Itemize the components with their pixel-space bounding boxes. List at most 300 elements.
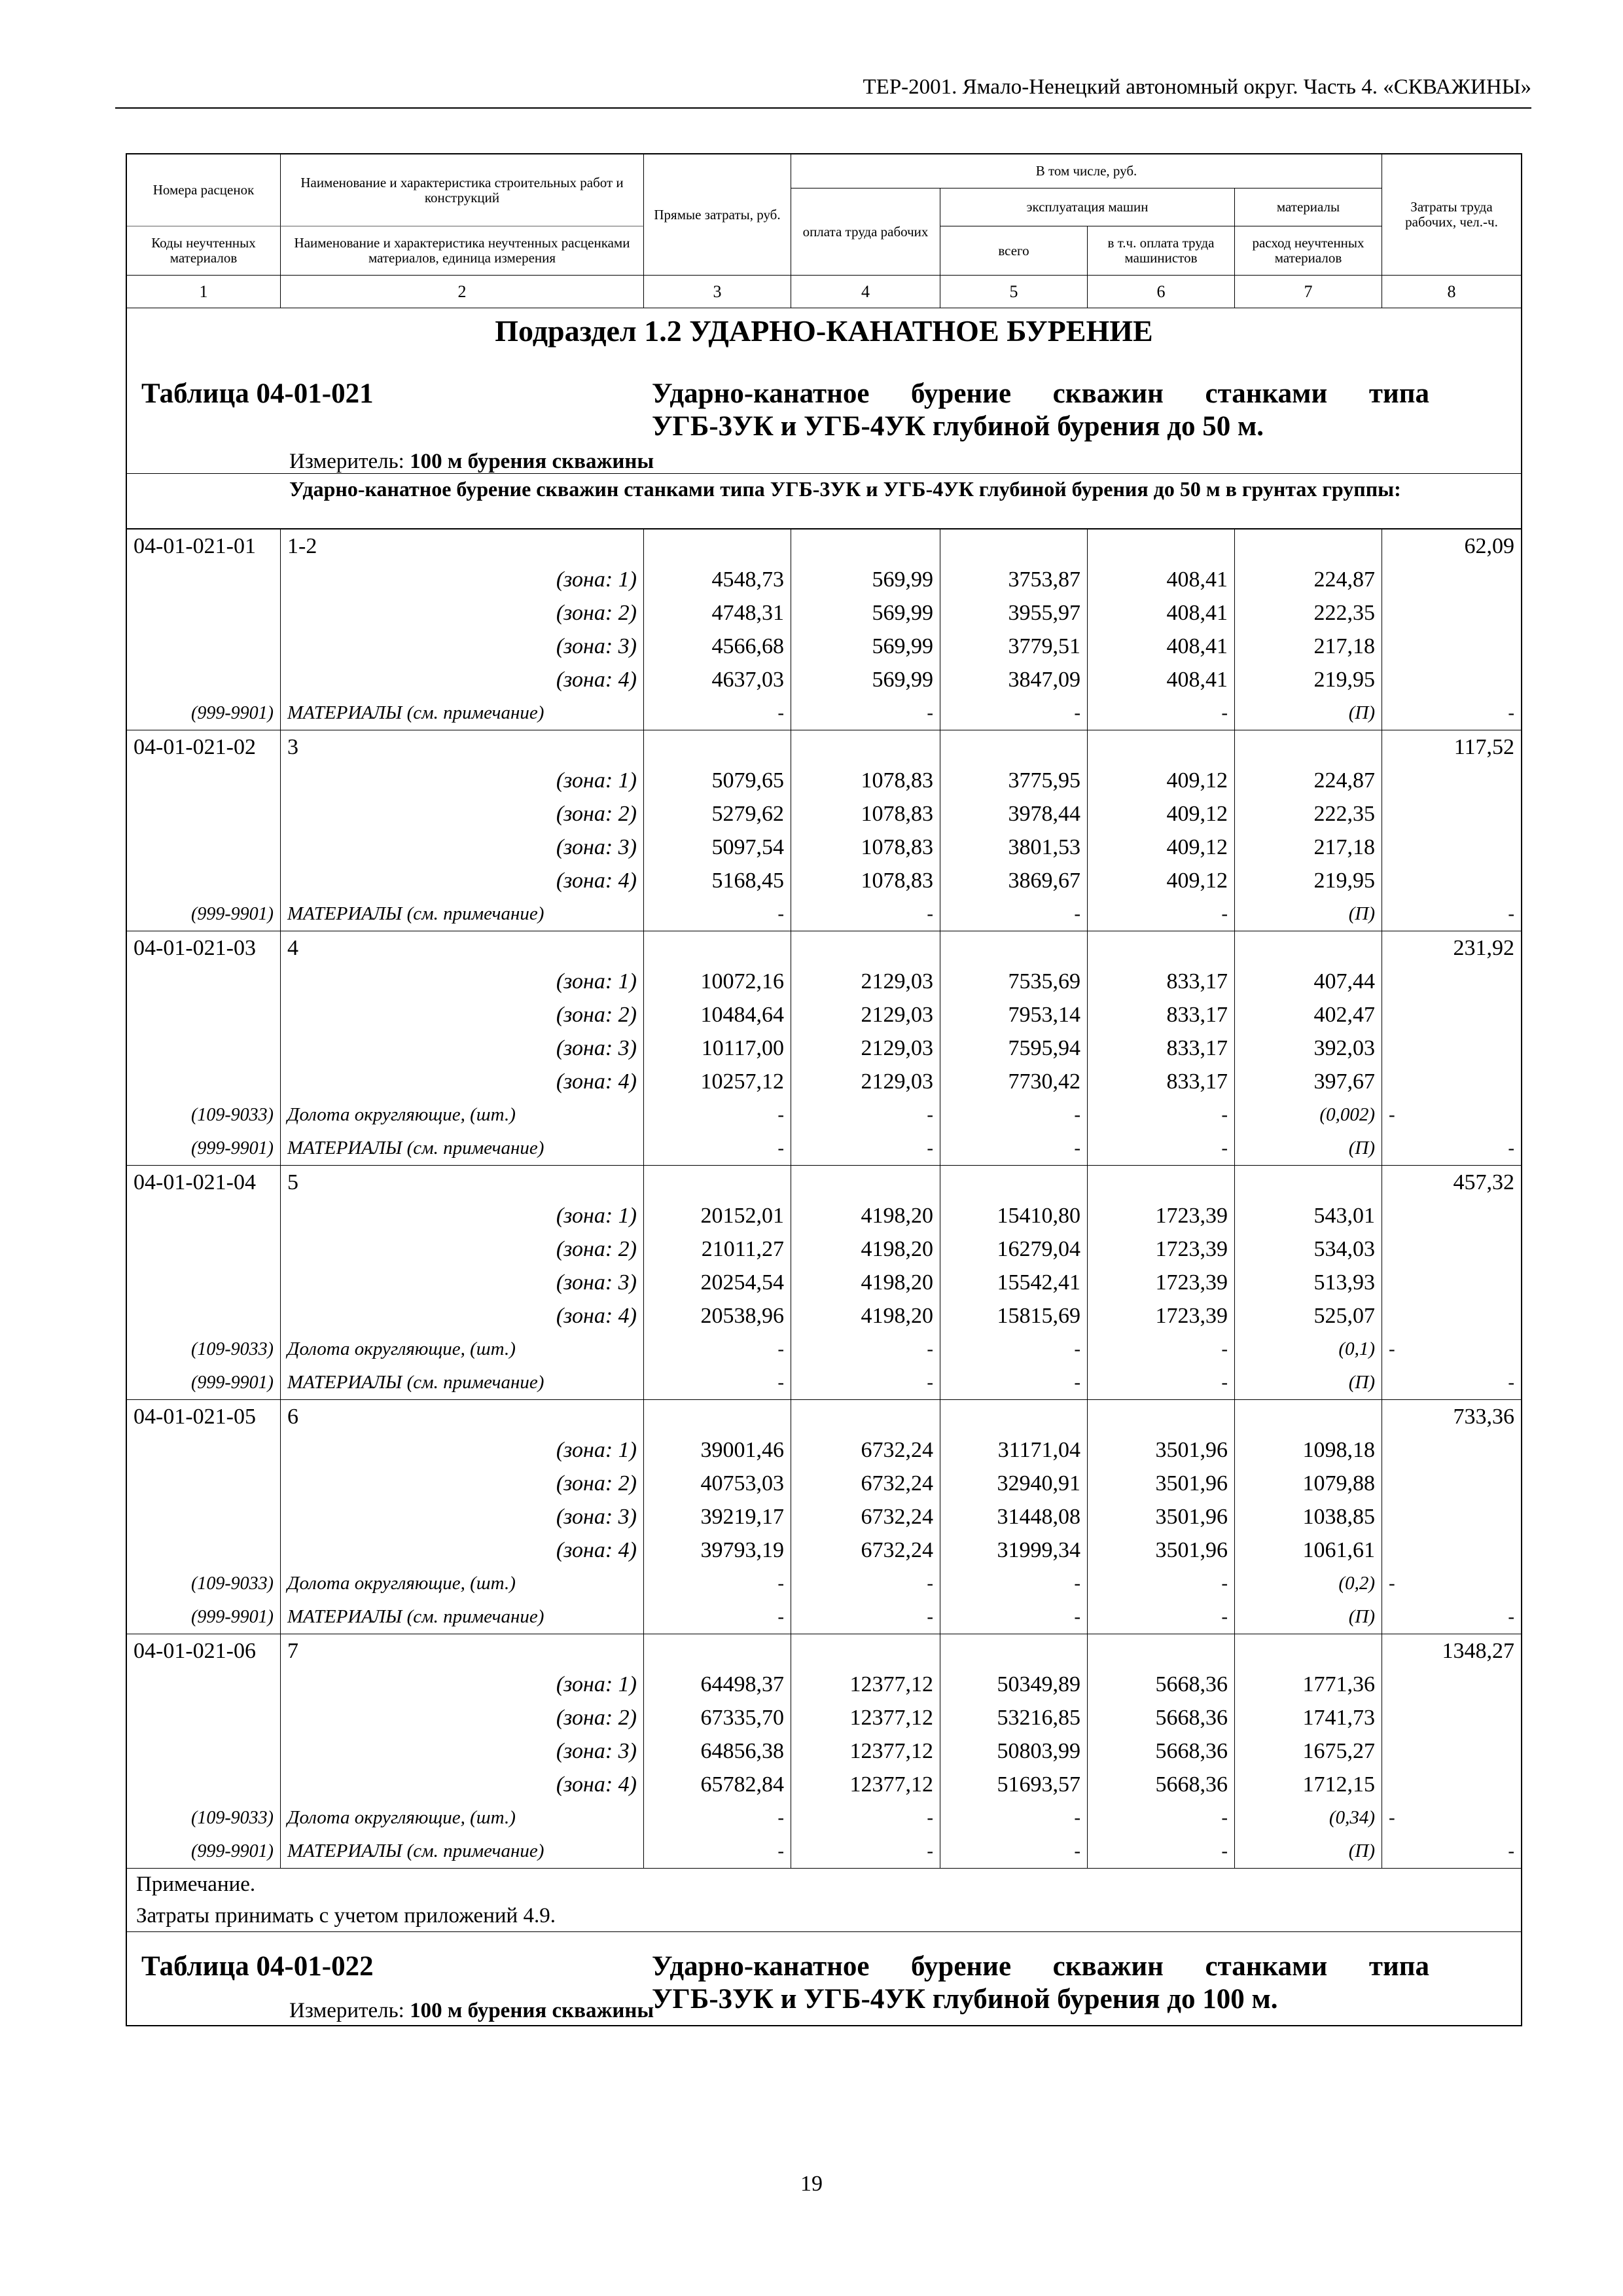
zone-value: 12377,12 bbox=[791, 1768, 940, 1801]
zone-value: 20152,01 bbox=[644, 1199, 791, 1232]
zone-value: 6732,24 bbox=[791, 1534, 940, 1567]
table-cell bbox=[127, 764, 281, 797]
zone-value: 1741,73 bbox=[1235, 1701, 1382, 1734]
zone-row bbox=[127, 630, 1521, 663]
zone-value: 6732,24 bbox=[791, 1467, 940, 1500]
table-cell bbox=[1382, 1266, 1521, 1299]
material-value: - bbox=[1088, 1366, 1235, 1399]
material-name: Долота округляющие, (шт.) bbox=[281, 1098, 644, 1132]
soil-group: 7 bbox=[281, 1634, 644, 1668]
table-cell bbox=[1235, 931, 1382, 965]
zone-row bbox=[127, 1065, 1521, 1098]
material-value: - bbox=[940, 696, 1088, 730]
material-labor: - bbox=[1508, 903, 1514, 924]
zone-value: 1712,15 bbox=[1235, 1768, 1382, 1801]
zone-value: 543,01 bbox=[1235, 1199, 1382, 1232]
zone-value: 20538,96 bbox=[644, 1299, 791, 1333]
table-description-line: Ударно-канатное бурение скважин станками типа bbox=[652, 1951, 1429, 1982]
table-title-021 bbox=[127, 354, 1521, 450]
zone-value: 5668,36 bbox=[1088, 1668, 1235, 1701]
zone-value: 39793,19 bbox=[644, 1534, 791, 1567]
zone-value: 2129,03 bbox=[791, 998, 940, 1031]
material-code: (999-9901) bbox=[127, 1835, 281, 1868]
zone-label: (зона: 3) bbox=[281, 1031, 644, 1065]
zone-value: 4198,20 bbox=[791, 1299, 940, 1333]
table-description-line: УГБ-3УК и УГБ-4УК глубиной бурения до 100 м. bbox=[652, 1984, 1278, 2015]
zone-value: 1675,27 bbox=[1235, 1734, 1382, 1768]
zone-value: 51693,57 bbox=[940, 1768, 1088, 1801]
material-consumption: (П) bbox=[1235, 897, 1382, 931]
zone-value: 3501,96 bbox=[1088, 1500, 1235, 1534]
material-row bbox=[127, 897, 1521, 931]
col-number: 5 bbox=[940, 276, 1088, 308]
table-cell bbox=[1235, 529, 1382, 563]
table-cell bbox=[791, 931, 940, 965]
table-cell bbox=[1235, 1166, 1382, 1199]
zone-row bbox=[127, 965, 1521, 998]
zone-row bbox=[127, 1433, 1521, 1467]
material-value: - bbox=[1088, 1132, 1235, 1165]
zone-value: 408,41 bbox=[1088, 563, 1235, 596]
material-consumption: (0,2) bbox=[1235, 1567, 1382, 1600]
material-consumption: (П) bbox=[1235, 696, 1382, 730]
zone-value: 6732,24 bbox=[791, 1500, 940, 1534]
zone-value: 569,99 bbox=[791, 596, 940, 630]
measure-value: 100 м бурения скважины bbox=[410, 450, 654, 473]
rate-row bbox=[127, 730, 1521, 764]
zone-value: 4198,20 bbox=[791, 1199, 940, 1232]
zone-value: 408,41 bbox=[1088, 630, 1235, 663]
material-row bbox=[127, 1567, 1521, 1600]
zone-row bbox=[127, 1266, 1521, 1299]
soil-group: 6 bbox=[281, 1400, 644, 1433]
zone-value: 525,07 bbox=[1235, 1299, 1382, 1333]
zone-label: (зона: 3) bbox=[281, 1500, 644, 1534]
material-name: МАТЕРИАЛЫ (см. примечание) bbox=[281, 897, 644, 931]
zone-value: 3955,97 bbox=[940, 596, 1088, 630]
material-value: - bbox=[791, 1132, 940, 1165]
zone-value: 4198,20 bbox=[791, 1232, 940, 1266]
zone-row bbox=[127, 764, 1521, 797]
material-value: - bbox=[791, 1333, 940, 1366]
table-title-022 bbox=[127, 1931, 1521, 2025]
zone-value: 1723,39 bbox=[1088, 1199, 1235, 1232]
zone-value: 31171,04 bbox=[940, 1433, 1088, 1467]
table-cell bbox=[127, 1500, 281, 1534]
zone-value: 569,99 bbox=[791, 563, 940, 596]
zone-value: 67335,70 bbox=[644, 1701, 791, 1734]
table-cell bbox=[1382, 1299, 1521, 1333]
material-consumption: (П) bbox=[1235, 1366, 1382, 1399]
table-cell bbox=[127, 1232, 281, 1266]
material-labor: - bbox=[1389, 1573, 1395, 1594]
note-block bbox=[127, 1868, 1521, 1931]
table-cell bbox=[644, 1634, 791, 1668]
zone-value: 4637,03 bbox=[644, 663, 791, 696]
material-row bbox=[127, 1600, 1521, 1634]
table-cell bbox=[791, 529, 940, 563]
header-worker-pay: оплата труда рабочих bbox=[791, 188, 940, 276]
table-cell bbox=[127, 1668, 281, 1701]
zone-row bbox=[127, 1668, 1521, 1701]
zone-value: 50349,89 bbox=[940, 1668, 1088, 1701]
material-value: - bbox=[1088, 1801, 1235, 1835]
rate-code: 04-01-021-01 bbox=[127, 529, 281, 563]
zone-value: 1079,88 bbox=[1235, 1467, 1382, 1500]
material-labor: - bbox=[1508, 1840, 1514, 1861]
table-cell bbox=[127, 630, 281, 663]
zone-value: 409,12 bbox=[1088, 797, 1235, 831]
labor-cost: 457,32 bbox=[1453, 1170, 1514, 1194]
table-cell bbox=[940, 529, 1088, 563]
table-cell bbox=[1382, 1031, 1521, 1065]
material-row bbox=[127, 1366, 1521, 1399]
table-cell bbox=[1382, 1065, 1521, 1098]
zone-value: 1723,39 bbox=[1088, 1232, 1235, 1266]
material-consumption: (П) bbox=[1235, 1835, 1382, 1868]
table-cell bbox=[1382, 1467, 1521, 1500]
material-labor: - bbox=[1508, 1606, 1514, 1627]
zone-label: (зона: 4) bbox=[281, 1299, 644, 1333]
material-value: - bbox=[644, 696, 791, 730]
labor-cost: 231,92 bbox=[1453, 936, 1514, 960]
zone-value: 1771,36 bbox=[1235, 1668, 1382, 1701]
zone-row bbox=[127, 596, 1521, 630]
table-cell bbox=[1382, 1433, 1521, 1467]
rate-code: 04-01-021-04 bbox=[127, 1166, 281, 1199]
zone-label: (зона: 3) bbox=[281, 831, 644, 864]
rates-table bbox=[126, 153, 1522, 2026]
zone-value: 7535,69 bbox=[940, 965, 1088, 998]
material-consumption: (П) bbox=[1235, 1600, 1382, 1634]
header-material-codes: Коды неучтенных материалов bbox=[127, 226, 281, 276]
zone-value: 217,18 bbox=[1235, 831, 1382, 864]
table-cell bbox=[1382, 1768, 1521, 1801]
col-number: 3 bbox=[644, 276, 791, 308]
material-value: - bbox=[940, 1366, 1088, 1399]
header-machine-operation: эксплуатация машин bbox=[940, 188, 1235, 226]
material-code: (999-9901) bbox=[127, 1600, 281, 1634]
material-consumption: (0,1) bbox=[1235, 1333, 1382, 1366]
zone-label: (зона: 1) bbox=[281, 1668, 644, 1701]
material-value: - bbox=[940, 1801, 1088, 1835]
material-value: - bbox=[791, 1098, 940, 1132]
zone-value: 407,44 bbox=[1235, 965, 1382, 998]
zone-label: (зона: 1) bbox=[281, 764, 644, 797]
table-cell bbox=[1382, 1734, 1521, 1768]
zone-value: 1061,61 bbox=[1235, 1534, 1382, 1567]
material-name: МАТЕРИАЛЫ (см. примечание) bbox=[281, 1835, 644, 1868]
table-cell bbox=[1382, 1668, 1521, 1701]
table-cell bbox=[644, 730, 791, 764]
zone-value: 5168,45 bbox=[644, 864, 791, 897]
zone-value: 12377,12 bbox=[791, 1701, 940, 1734]
col-number: 7 bbox=[1235, 276, 1382, 308]
table-caption: Ударно-канатное бурение скважин станками типа УГБ-3УК и УГБ-4УК глубиной бурения до 50 м в грунтах группы: bbox=[127, 474, 1521, 529]
zone-value: 12377,12 bbox=[791, 1668, 940, 1701]
material-value: - bbox=[940, 1132, 1088, 1165]
table-cell bbox=[127, 1199, 281, 1232]
material-code: (999-9901) bbox=[127, 696, 281, 730]
material-value: - bbox=[644, 1600, 791, 1634]
zone-value: 3978,44 bbox=[940, 797, 1088, 831]
table-cell bbox=[1088, 931, 1235, 965]
table-description bbox=[652, 378, 1429, 443]
zone-value: 64498,37 bbox=[644, 1668, 791, 1701]
material-value: - bbox=[1088, 1098, 1235, 1132]
table-cell bbox=[127, 864, 281, 897]
zone-label: (зона: 2) bbox=[281, 797, 644, 831]
zone-value: 1078,83 bbox=[791, 831, 940, 864]
zone-value: 4198,20 bbox=[791, 1266, 940, 1299]
section-title: Подраздел 1.2 УДАРНО-КАНАТНОЕ БУРЕНИЕ bbox=[495, 314, 1153, 348]
zone-value: 392,03 bbox=[1235, 1031, 1382, 1065]
material-value: - bbox=[791, 1366, 940, 1399]
table-cell bbox=[1382, 797, 1521, 831]
zone-row bbox=[127, 864, 1521, 897]
material-value: - bbox=[644, 1567, 791, 1600]
table-cell bbox=[1235, 1634, 1382, 1668]
table-cell bbox=[1088, 529, 1235, 563]
zone-label: (зона: 4) bbox=[281, 1768, 644, 1801]
zone-value: 4748,31 bbox=[644, 596, 791, 630]
header-rate-numbers: Номера расценок bbox=[127, 154, 281, 226]
zone-value: 397,67 bbox=[1235, 1065, 1382, 1098]
table-cell bbox=[1382, 1500, 1521, 1534]
zone-value: 10072,16 bbox=[644, 965, 791, 998]
zone-value: 64856,38 bbox=[644, 1734, 791, 1768]
soil-group: 4 bbox=[281, 931, 644, 965]
zone-value: 408,41 bbox=[1088, 596, 1235, 630]
table-cell bbox=[1382, 998, 1521, 1031]
table-cell bbox=[1382, 764, 1521, 797]
table-cell bbox=[940, 931, 1088, 965]
table-cell bbox=[1382, 1701, 1521, 1734]
zone-value: 7953,14 bbox=[940, 998, 1088, 1031]
table-cell bbox=[940, 1400, 1088, 1433]
material-value: - bbox=[791, 696, 940, 730]
zone-value: 534,03 bbox=[1235, 1232, 1382, 1266]
material-value: - bbox=[791, 897, 940, 931]
zone-row bbox=[127, 1534, 1521, 1567]
soil-group: 3 bbox=[281, 730, 644, 764]
table-cell bbox=[791, 1400, 940, 1433]
table-cell bbox=[127, 1734, 281, 1768]
material-value: - bbox=[791, 1801, 940, 1835]
material-value: - bbox=[940, 1600, 1088, 1634]
material-value: - bbox=[644, 1835, 791, 1868]
zone-value: 1098,18 bbox=[1235, 1433, 1382, 1467]
table-description-line: УГБ-3УК и УГБ-4УК глубиной бурения до 50 м. bbox=[652, 411, 1264, 442]
zone-value: 3847,09 bbox=[940, 663, 1088, 696]
zone-value: 833,17 bbox=[1088, 1031, 1235, 1065]
zone-value: 222,35 bbox=[1235, 596, 1382, 630]
zone-row bbox=[127, 1232, 1521, 1266]
table-cell bbox=[127, 965, 281, 998]
col-number: 1 bbox=[127, 276, 281, 308]
table-cell bbox=[1382, 1232, 1521, 1266]
material-labor: - bbox=[1508, 702, 1514, 723]
rate-row bbox=[127, 1399, 1521, 1433]
material-code: (109-9033) bbox=[127, 1098, 281, 1132]
table-cell bbox=[1088, 730, 1235, 764]
material-labor: - bbox=[1508, 1372, 1514, 1393]
table-cell bbox=[1235, 730, 1382, 764]
table-cell bbox=[940, 1634, 1088, 1668]
material-name: МАТЕРИАЛЫ (см. примечание) bbox=[281, 1366, 644, 1399]
zone-value: 409,12 bbox=[1088, 864, 1235, 897]
note-title: Примечание. bbox=[136, 1873, 256, 1896]
table-cell bbox=[1382, 596, 1521, 630]
table-cell bbox=[940, 730, 1088, 764]
table-cell bbox=[1382, 1534, 1521, 1567]
zone-value: 1078,83 bbox=[791, 764, 940, 797]
table-cell bbox=[127, 1031, 281, 1065]
zone-value: 31999,34 bbox=[940, 1534, 1088, 1567]
table-cell bbox=[127, 1266, 281, 1299]
zone-label: (зона: 2) bbox=[281, 1701, 644, 1734]
zone-value: 21011,27 bbox=[644, 1232, 791, 1266]
material-value: - bbox=[791, 1600, 940, 1634]
zone-label: (зона: 4) bbox=[281, 663, 644, 696]
zone-row bbox=[127, 797, 1521, 831]
zone-value: 7730,42 bbox=[940, 1065, 1088, 1098]
zone-value: 408,41 bbox=[1088, 663, 1235, 696]
material-labor: - bbox=[1389, 1807, 1395, 1828]
zone-row bbox=[127, 831, 1521, 864]
table-cell bbox=[1382, 864, 1521, 897]
material-value: - bbox=[791, 1835, 940, 1868]
material-row bbox=[127, 1333, 1521, 1366]
material-value: - bbox=[940, 897, 1088, 931]
material-row bbox=[127, 1801, 1521, 1835]
zone-value: 31448,08 bbox=[940, 1500, 1088, 1534]
header-work-name: Наименование и характеристика строительных работ и конструкций bbox=[281, 154, 644, 226]
material-value: - bbox=[644, 1333, 791, 1366]
table-cell bbox=[1382, 831, 1521, 864]
table-cell bbox=[127, 797, 281, 831]
zone-value: 833,17 bbox=[1088, 998, 1235, 1031]
labor-cost: 117,52 bbox=[1454, 735, 1514, 759]
measure-unit bbox=[127, 450, 1521, 474]
table-cell bbox=[1382, 1199, 1521, 1232]
zone-value: 3801,53 bbox=[940, 831, 1088, 864]
zone-value: 3869,67 bbox=[940, 864, 1088, 897]
header-including: В том числе, руб. bbox=[791, 154, 1382, 188]
material-value: - bbox=[1088, 1567, 1235, 1600]
zone-value: 12377,12 bbox=[791, 1734, 940, 1768]
note-text: Затраты принимать с учетом приложений 4.9. bbox=[136, 1904, 556, 1928]
material-name: МАТЕРИАЛЫ (см. примечание) bbox=[281, 1600, 644, 1634]
zone-value: 53216,85 bbox=[940, 1701, 1088, 1734]
material-value: - bbox=[940, 1835, 1088, 1868]
table-cell bbox=[644, 1400, 791, 1433]
table-cell bbox=[127, 1433, 281, 1467]
zone-value: 5668,36 bbox=[1088, 1768, 1235, 1801]
zone-label: (зона: 1) bbox=[281, 1199, 644, 1232]
material-value: - bbox=[644, 1098, 791, 1132]
table-cell bbox=[127, 1768, 281, 1801]
zone-value: 402,47 bbox=[1235, 998, 1382, 1031]
table-cell bbox=[1382, 965, 1521, 998]
zone-value: 1038,85 bbox=[1235, 1500, 1382, 1534]
header-machines-total: всего bbox=[940, 226, 1088, 276]
header-labor: Затраты труда рабочих, чел.-ч. bbox=[1382, 154, 1521, 276]
zone-value: 10484,64 bbox=[644, 998, 791, 1031]
zone-row bbox=[127, 1701, 1521, 1734]
labor-cost: 62,09 bbox=[1464, 534, 1514, 558]
rate-row bbox=[127, 1634, 1521, 1668]
zone-value: 5668,36 bbox=[1088, 1734, 1235, 1768]
material-name: Долота округляющие, (шт.) bbox=[281, 1801, 644, 1835]
material-consumption: (П) bbox=[1235, 1132, 1382, 1165]
zone-value: 10257,12 bbox=[644, 1065, 791, 1098]
material-name: МАТЕРИАЛЫ (см. примечание) bbox=[281, 1132, 644, 1165]
table-cell bbox=[791, 1634, 940, 1668]
zone-row bbox=[127, 563, 1521, 596]
table-cell bbox=[1382, 630, 1521, 663]
soil-group: 1-2 bbox=[281, 529, 644, 563]
zone-label: (зона: 4) bbox=[281, 1065, 644, 1098]
col-number: 6 bbox=[1088, 276, 1235, 308]
table-cell bbox=[127, 1534, 281, 1567]
zone-value: 50803,99 bbox=[940, 1734, 1088, 1768]
material-row bbox=[127, 1835, 1521, 1868]
table-cell bbox=[940, 1166, 1088, 1199]
zone-value: 20254,54 bbox=[644, 1266, 791, 1299]
header-material-consumption: расход неучтенных материалов bbox=[1235, 226, 1382, 276]
material-value: - bbox=[1088, 1333, 1235, 1366]
material-code: (999-9901) bbox=[127, 1132, 281, 1165]
table-cell bbox=[791, 730, 940, 764]
zone-value: 833,17 bbox=[1088, 965, 1235, 998]
zone-label: (зона: 3) bbox=[281, 1734, 644, 1768]
zone-value: 39219,17 bbox=[644, 1500, 791, 1534]
zone-row bbox=[127, 1199, 1521, 1232]
measure-label: Измеритель: bbox=[289, 1999, 404, 2022]
table-cell bbox=[127, 1299, 281, 1333]
zone-row bbox=[127, 1734, 1521, 1768]
zone-value: 3501,96 bbox=[1088, 1433, 1235, 1467]
zone-value: 2129,03 bbox=[791, 1065, 940, 1098]
zone-value: 3501,96 bbox=[1088, 1534, 1235, 1567]
material-value: - bbox=[791, 1567, 940, 1600]
table-cell bbox=[127, 663, 281, 696]
table-description-line: Ударно-канатное бурение скважин станками типа bbox=[652, 378, 1429, 409]
zone-value: 4566,68 bbox=[644, 630, 791, 663]
zone-value: 32940,91 bbox=[940, 1467, 1088, 1500]
zone-value: 219,95 bbox=[1235, 864, 1382, 897]
zone-value: 16279,04 bbox=[940, 1232, 1088, 1266]
zone-value: 3753,87 bbox=[940, 563, 1088, 596]
zone-value: 569,99 bbox=[791, 630, 940, 663]
material-consumption: (0,34) bbox=[1235, 1801, 1382, 1835]
material-value: - bbox=[644, 1366, 791, 1399]
measure-value: 100 м бурения скважины bbox=[410, 1999, 654, 2022]
table-cell bbox=[127, 1701, 281, 1734]
col-number: 8 bbox=[1382, 276, 1521, 308]
table-cell bbox=[127, 563, 281, 596]
header-operator-pay: в т.ч. оплата труда машинистов bbox=[1088, 226, 1235, 276]
table-cell bbox=[1088, 1166, 1235, 1199]
zone-value: 15542,41 bbox=[940, 1266, 1088, 1299]
zone-value: 65782,84 bbox=[644, 1768, 791, 1801]
table-cell bbox=[644, 529, 791, 563]
zone-value: 833,17 bbox=[1088, 1065, 1235, 1098]
table-cell bbox=[791, 1166, 940, 1199]
table-cell bbox=[1382, 663, 1521, 696]
material-name: Долота округляющие, (шт.) bbox=[281, 1333, 644, 1366]
